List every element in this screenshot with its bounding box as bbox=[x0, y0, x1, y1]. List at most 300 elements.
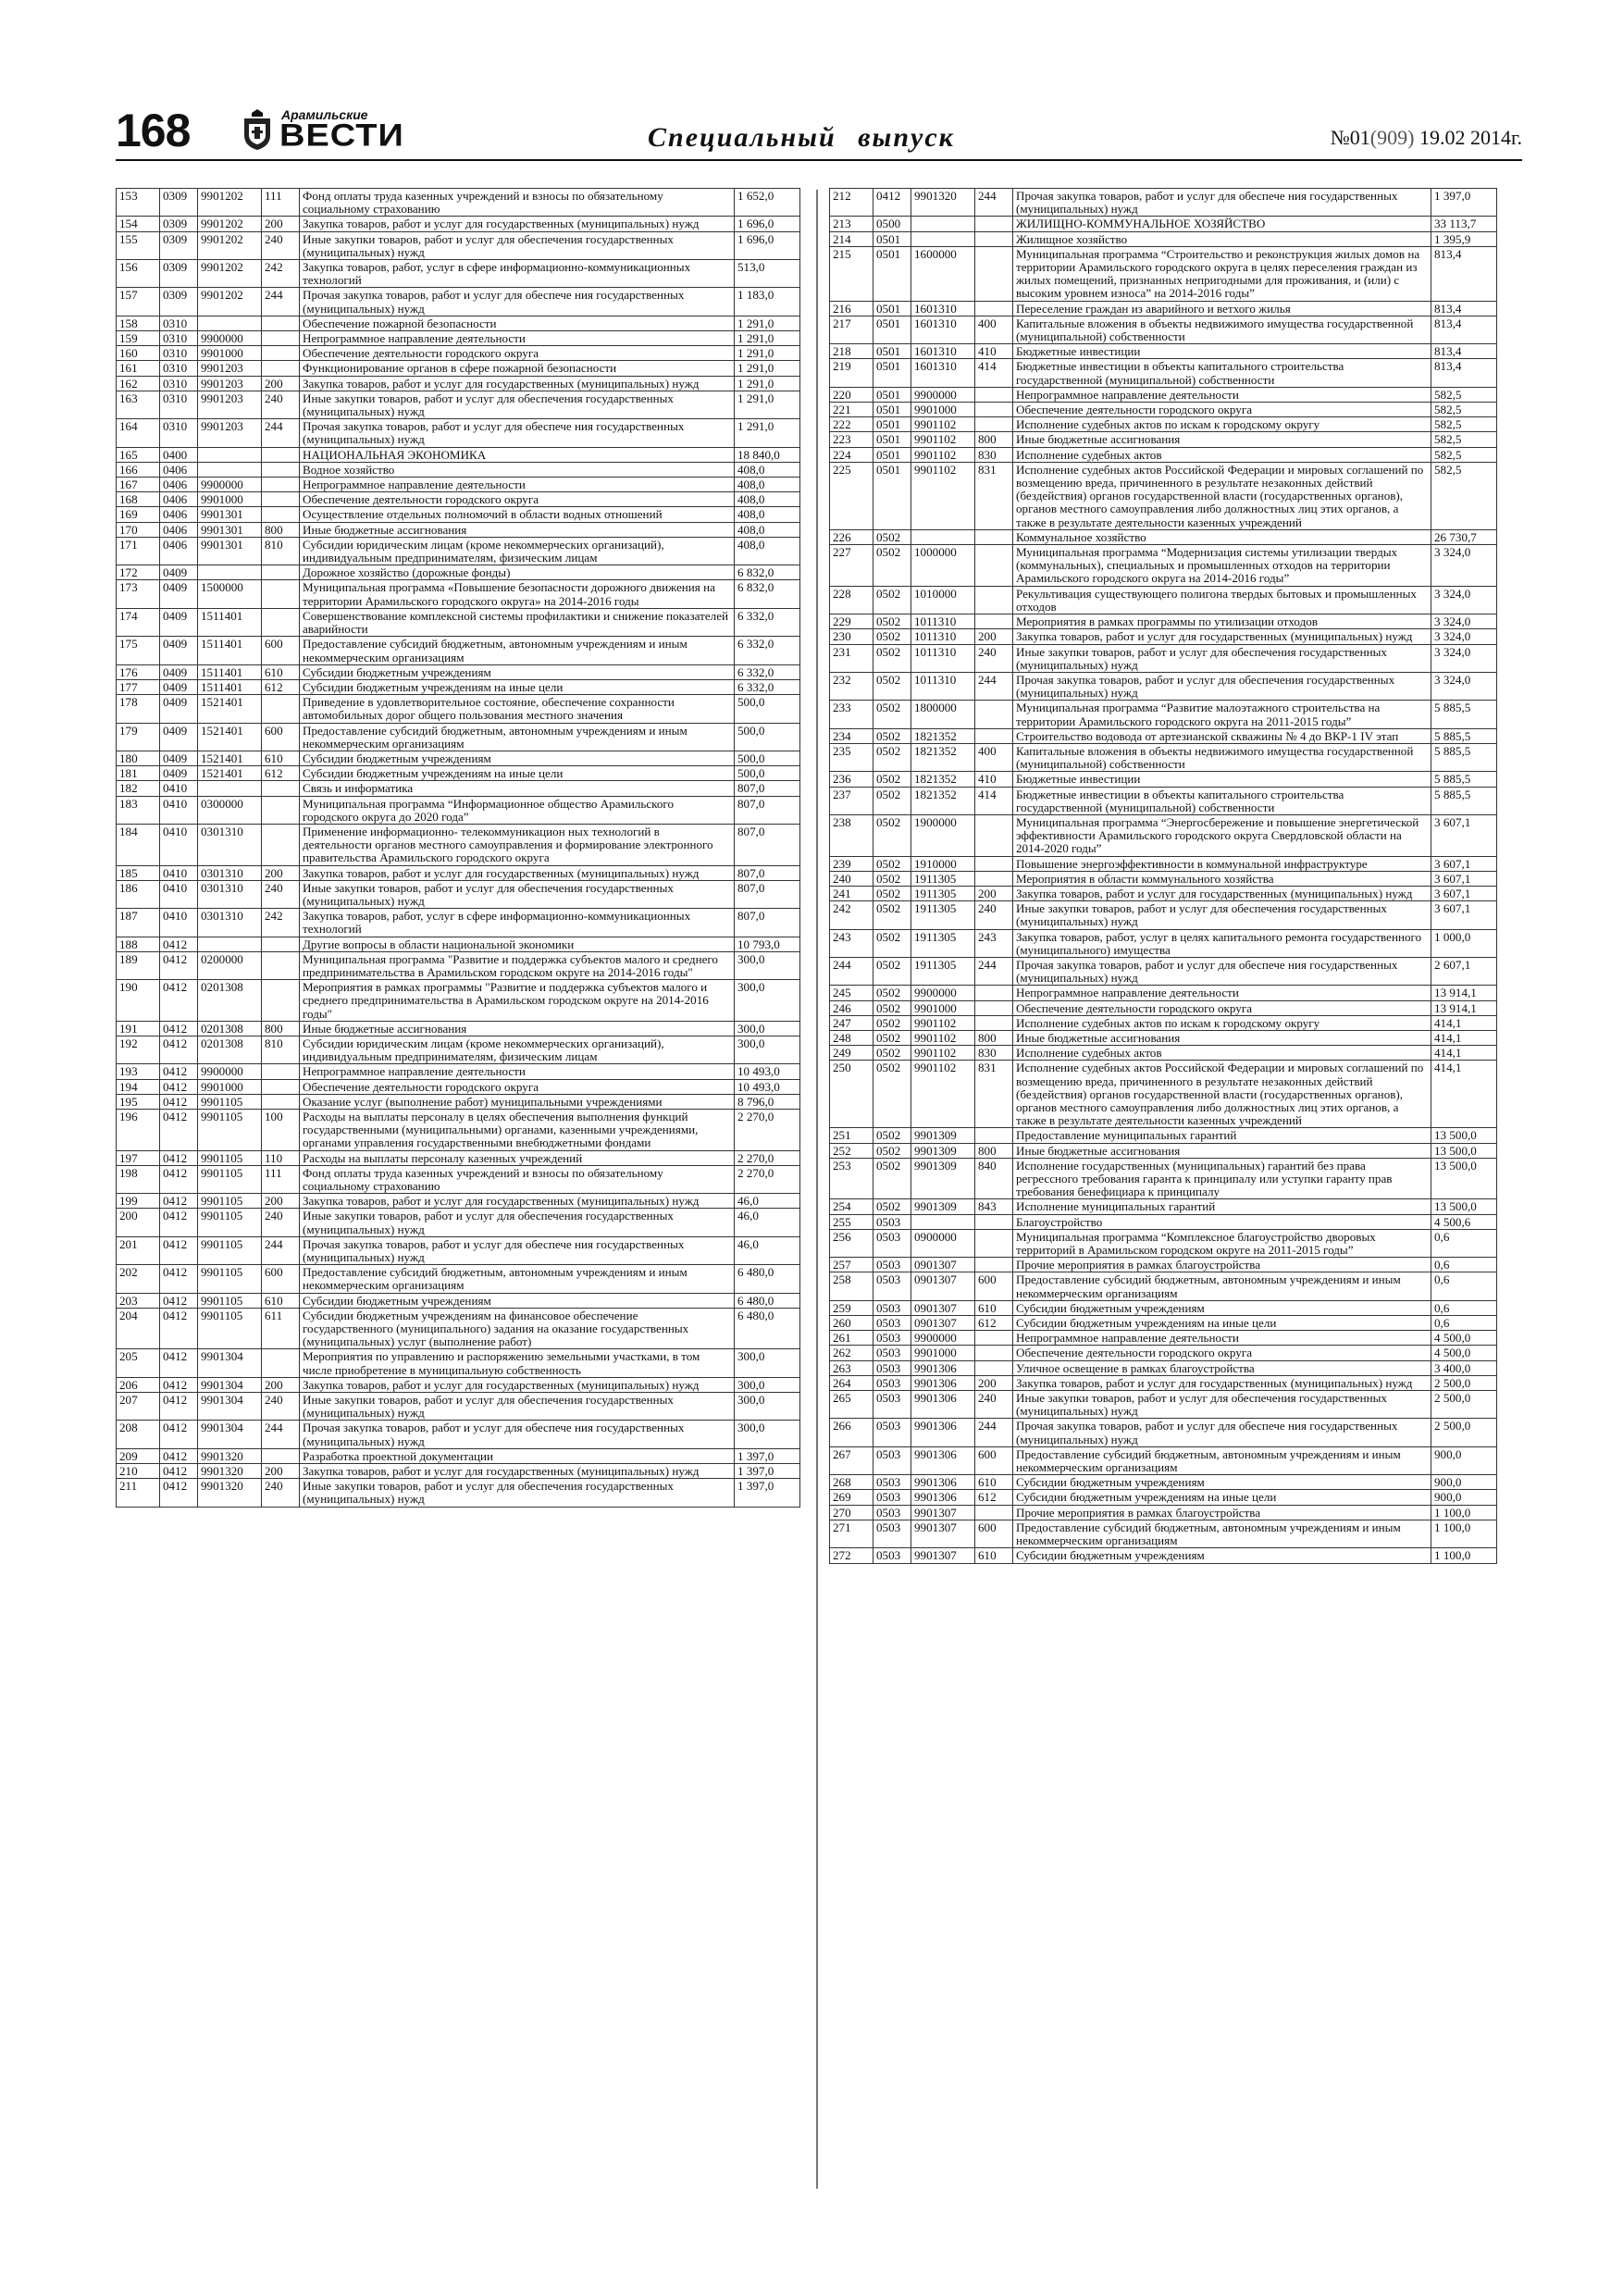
item-name: Благоустройство bbox=[1013, 1214, 1431, 1229]
row-number: 268 bbox=[830, 1475, 873, 1490]
section-code: 0412 bbox=[873, 189, 911, 217]
expense-type-code: 800 bbox=[262, 1021, 300, 1036]
item-name: Уличное освещение в рамках благоустройства bbox=[1013, 1360, 1431, 1375]
row-number: 208 bbox=[117, 1421, 160, 1448]
row-number: 171 bbox=[117, 537, 160, 565]
amount: 3 607,1 bbox=[1431, 871, 1497, 886]
table-row bbox=[830, 1061, 1497, 1128]
target-code: 9901306 bbox=[911, 1360, 975, 1375]
item-name: Непрограммное направление деятельности bbox=[1013, 1331, 1431, 1346]
table-row bbox=[117, 231, 800, 259]
amount: 2 500,0 bbox=[1431, 1375, 1497, 1390]
target-code: 9901309 bbox=[911, 1158, 975, 1199]
expense-type-code: 111 bbox=[262, 1165, 300, 1193]
section-code: 0502 bbox=[873, 1061, 911, 1128]
target-code: 9901102 bbox=[911, 1046, 975, 1061]
row-number: 211 bbox=[117, 1479, 160, 1507]
expense-type-code: 244 bbox=[262, 1421, 300, 1448]
expense-type-code: 600 bbox=[262, 723, 300, 751]
target-code: 9901105 bbox=[198, 1308, 262, 1349]
expense-type-code: 200 bbox=[262, 1464, 300, 1479]
table-row bbox=[830, 1346, 1497, 1360]
table-row bbox=[830, 1475, 1497, 1490]
expense-type-code bbox=[975, 545, 1013, 587]
amount: 813,4 bbox=[1431, 359, 1497, 387]
row-number: 200 bbox=[117, 1209, 160, 1236]
section-code: 0406 bbox=[160, 507, 198, 522]
target-code: 1601310 bbox=[911, 316, 975, 343]
row-number: 269 bbox=[830, 1490, 873, 1505]
amount: 300,0 bbox=[735, 1377, 800, 1392]
amount: 807,0 bbox=[735, 796, 800, 824]
row-number: 243 bbox=[830, 929, 873, 957]
row-number: 193 bbox=[117, 1064, 160, 1079]
section-code: 0503 bbox=[873, 1229, 911, 1257]
amount: 6 832,0 bbox=[735, 565, 800, 580]
row-number: 176 bbox=[117, 664, 160, 679]
section-code: 0502 bbox=[873, 1158, 911, 1199]
target-code: 9901320 bbox=[911, 189, 975, 217]
item-name: Исполнение судебных актов по искам к городскому округу bbox=[1013, 1015, 1431, 1030]
amount: 18 840,0 bbox=[735, 447, 800, 462]
table-row bbox=[117, 723, 800, 751]
amount: 500,0 bbox=[735, 695, 800, 723]
expense-type-code bbox=[975, 1128, 1013, 1143]
table-row bbox=[117, 1064, 800, 1079]
table-row bbox=[117, 376, 800, 391]
item-name: Субсидии юридическим лицам (кроме некоммерческих организаций), индивидуальным предпринимателям, физическим лицам bbox=[300, 537, 735, 565]
amount: 300,0 bbox=[735, 1349, 800, 1377]
expense-type-code: 200 bbox=[262, 1194, 300, 1209]
expense-type-code: 800 bbox=[975, 1030, 1013, 1045]
table-row bbox=[117, 1236, 800, 1264]
target-code: 9901000 bbox=[911, 1346, 975, 1360]
section-code: 0501 bbox=[873, 344, 911, 359]
row-number: 172 bbox=[117, 565, 160, 580]
section-code: 0503 bbox=[873, 1419, 911, 1446]
section-code: 0501 bbox=[873, 447, 911, 462]
expense-type-code bbox=[262, 580, 300, 608]
item-name: Прочая закупка товаров, работ и услуг для обеспече ния государственных (муниципальных) нужд bbox=[1013, 1419, 1431, 1446]
row-number: 220 bbox=[830, 387, 873, 402]
amount: 408,0 bbox=[735, 537, 800, 565]
table-row bbox=[830, 246, 1497, 301]
table-row bbox=[117, 1165, 800, 1193]
amount: 6 832,0 bbox=[735, 580, 800, 608]
row-number: 259 bbox=[830, 1300, 873, 1315]
row-number: 197 bbox=[117, 1150, 160, 1165]
amount: 582,5 bbox=[1431, 387, 1497, 402]
amount: 4 500,0 bbox=[1431, 1331, 1497, 1346]
expense-type-code: 830 bbox=[975, 1046, 1013, 1061]
table-row bbox=[830, 359, 1497, 387]
amount: 807,0 bbox=[735, 824, 800, 865]
item-name: Фонд оплаты труда казенных учреждений и взносы по обязательному социальному страхованию bbox=[300, 189, 735, 217]
section-code: 0412 bbox=[160, 1209, 198, 1236]
row-number: 239 bbox=[830, 856, 873, 871]
amount: 813,4 bbox=[1431, 301, 1497, 316]
row-number: 196 bbox=[117, 1110, 160, 1151]
row-number: 155 bbox=[117, 231, 160, 259]
item-name: Закупка товаров, работ и услуг для государственных (муниципальных) нужд bbox=[300, 217, 735, 231]
target-code: 9900000 bbox=[198, 1064, 262, 1079]
expense-type-code bbox=[262, 1349, 300, 1377]
expense-type-code: 610 bbox=[262, 751, 300, 765]
expense-type-code: 612 bbox=[262, 679, 300, 694]
row-number: 160 bbox=[117, 346, 160, 361]
row-number: 207 bbox=[117, 1393, 160, 1421]
amount: 0,6 bbox=[1431, 1229, 1497, 1257]
section-code: 0503 bbox=[873, 1548, 911, 1563]
table-row bbox=[117, 980, 800, 1022]
expense-type-code bbox=[975, 986, 1013, 1000]
item-name: Прочая закупка товаров, работ и услуг для обеспече ния государственных (муниципальных) нужд bbox=[300, 288, 735, 316]
expense-type-code: 830 bbox=[975, 447, 1013, 462]
row-number: 199 bbox=[117, 1194, 160, 1209]
expense-type-code bbox=[262, 316, 300, 330]
table-row bbox=[830, 432, 1497, 447]
item-name: Иные закупки товаров, работ и услуг для обеспечения государственных (муниципальных) нужд bbox=[300, 1209, 735, 1236]
table-row bbox=[830, 1419, 1497, 1446]
section-code: 0502 bbox=[873, 1199, 911, 1214]
table-row bbox=[830, 586, 1497, 614]
target-code: 0201308 bbox=[198, 1036, 262, 1063]
table-row bbox=[830, 1300, 1497, 1315]
row-number: 229 bbox=[830, 614, 873, 629]
target-code: 1521401 bbox=[198, 695, 262, 723]
row-number: 201 bbox=[117, 1236, 160, 1264]
item-name: Иные бюджетные ассигнования bbox=[300, 1021, 735, 1036]
section-code: 0410 bbox=[160, 909, 198, 937]
target-code: 9901309 bbox=[911, 1143, 975, 1158]
amount: 582,5 bbox=[1431, 403, 1497, 417]
section-code: 0503 bbox=[873, 1490, 911, 1505]
expense-type-code bbox=[975, 1015, 1013, 1030]
table-row bbox=[117, 1349, 800, 1377]
amount: 3 324,0 bbox=[1431, 614, 1497, 629]
issue-number: №01 bbox=[1330, 126, 1370, 149]
amount: 4 500,0 bbox=[1431, 1346, 1497, 1360]
table-row bbox=[117, 880, 800, 908]
page-number: 168 bbox=[116, 105, 191, 156]
table-row bbox=[117, 260, 800, 288]
table-row bbox=[117, 361, 800, 376]
item-name: Приведение в удовлетворительное состояние, обеспечение сохранности автомобильных дорог общего пользования местного значения bbox=[300, 695, 735, 723]
table-row bbox=[117, 189, 800, 217]
item-name: Прочая закупка товаров, работ и услуг для обеспече ния государственных (муниципальных) нужд bbox=[300, 1421, 735, 1448]
expense-type-code bbox=[262, 462, 300, 477]
item-name: НАЦИОНАЛЬНАЯ ЭКОНОМИКА bbox=[300, 447, 735, 462]
item-name: Закупка товаров, работ и услуг для государственных (муниципальных) нужд bbox=[300, 1464, 735, 1479]
expense-type-code bbox=[262, 951, 300, 979]
expense-type-code bbox=[262, 331, 300, 346]
expense-type-code bbox=[975, 1229, 1013, 1257]
table-row bbox=[830, 1258, 1497, 1272]
item-name: Иные закупки товаров, работ и услуг для обеспечения государственных (муниципальных) нужд bbox=[300, 1393, 735, 1421]
page-header bbox=[116, 102, 1522, 159]
amount: 6 480,0 bbox=[735, 1308, 800, 1349]
section-code: 0502 bbox=[873, 629, 911, 644]
section-code: 0309 bbox=[160, 288, 198, 316]
target-code: 1601310 bbox=[911, 344, 975, 359]
expense-type-code bbox=[975, 814, 1013, 856]
expense-type-code: 800 bbox=[262, 522, 300, 537]
row-number: 244 bbox=[830, 957, 873, 985]
section-code: 0406 bbox=[160, 478, 198, 492]
section-code: 0410 bbox=[160, 796, 198, 824]
target-code: 1800000 bbox=[911, 701, 975, 728]
table-row bbox=[117, 447, 800, 462]
item-name: Закупка товаров, работ и услуг для государственных (муниципальных) нужд bbox=[300, 1377, 735, 1392]
row-number: 231 bbox=[830, 644, 873, 672]
target-code: 1511401 bbox=[198, 608, 262, 636]
item-name: Субсидии бюджетным учреждениям на иные цели bbox=[300, 766, 735, 781]
item-name: Субсидии бюджетным учреждениям на финансовое обеспечение государственного (муниципального) задания на оказание государственных (муниципальных) услуг (выполнение работ) bbox=[300, 1308, 735, 1349]
row-number: 182 bbox=[117, 781, 160, 796]
section-code: 0406 bbox=[160, 492, 198, 507]
section-code: 0502 bbox=[873, 901, 911, 929]
item-name: Субсидии бюджетным учреждениям на иные цели bbox=[1013, 1490, 1431, 1505]
amount: 46,0 bbox=[735, 1194, 800, 1209]
item-name: Закупка товаров, работ, услуг в сфере информационно-коммуникационных технологий bbox=[300, 260, 735, 288]
row-number: 235 bbox=[830, 743, 873, 771]
target-code: 9901102 bbox=[911, 1015, 975, 1030]
section-code: 0503 bbox=[873, 1300, 911, 1315]
amount: 13 500,0 bbox=[1431, 1143, 1497, 1158]
item-name: Функционирование органов в сфере пожарной безопасности bbox=[300, 361, 735, 376]
item-name: Субсидии юридическим лицам (кроме некоммерческих организаций), индивидуальным предпринимателям, физическим лицам bbox=[300, 1036, 735, 1063]
table-row bbox=[117, 1421, 800, 1448]
section-code: 0503 bbox=[873, 1446, 911, 1474]
table-row bbox=[830, 301, 1497, 316]
amount: 807,0 bbox=[735, 781, 800, 796]
row-number: 225 bbox=[830, 462, 873, 529]
section-code: 0412 bbox=[160, 1036, 198, 1063]
row-number: 212 bbox=[830, 189, 873, 217]
target-code: 0901307 bbox=[911, 1258, 975, 1272]
amount: 582,5 bbox=[1431, 417, 1497, 432]
item-name: Капитальные вложения в объекты недвижимого имущества государственной (муниципальной) собственности bbox=[1013, 743, 1431, 771]
amount: 1 291,0 bbox=[735, 316, 800, 330]
row-number: 222 bbox=[830, 417, 873, 432]
target-code: 9901309 bbox=[911, 1128, 975, 1143]
target-code: 9901202 bbox=[198, 189, 262, 217]
section-code: 0503 bbox=[873, 1272, 911, 1300]
row-number: 251 bbox=[830, 1128, 873, 1143]
row-number: 205 bbox=[117, 1349, 160, 1377]
section-code: 0412 bbox=[160, 1236, 198, 1264]
item-name: Фонд оплаты труда казенных учреждений и взносы по обязательному социальному страхованию bbox=[300, 1165, 735, 1193]
amount: 900,0 bbox=[1431, 1475, 1497, 1490]
table-row bbox=[117, 1110, 800, 1151]
item-name: Муниципальная программа “Развитие малоэтажного строительства на территории Арамильского городского округа на 2011-2015 годы” bbox=[1013, 701, 1431, 728]
table-row bbox=[117, 1150, 800, 1165]
item-name: Муниципальная программа “Информационное общество Арамильского городского округа до 2020 года” bbox=[300, 796, 735, 824]
target-code: 0301310 bbox=[198, 880, 262, 908]
target-code bbox=[911, 217, 975, 231]
expense-type-code: 800 bbox=[975, 1143, 1013, 1158]
expense-type-code bbox=[975, 1505, 1013, 1520]
table-row bbox=[117, 937, 800, 951]
row-number: 167 bbox=[117, 478, 160, 492]
table-row bbox=[830, 344, 1497, 359]
section-code: 0409 bbox=[160, 695, 198, 723]
item-name: Применение информационно- телекоммуникацион ных технологий в деятельности органов местного самоуправления и формирование электронного правительства Арамильского городского округа bbox=[300, 824, 735, 865]
expense-type-code: 110 bbox=[262, 1150, 300, 1165]
target-code: 9901105 bbox=[198, 1150, 262, 1165]
section-code: 0502 bbox=[873, 701, 911, 728]
item-name: Совершенствование комплексной системы профилактики и снижение показателей аварийности bbox=[300, 608, 735, 636]
row-number: 154 bbox=[117, 217, 160, 231]
target-code: 1821352 bbox=[911, 772, 975, 787]
section-code: 0502 bbox=[873, 1046, 911, 1061]
row-number: 224 bbox=[830, 447, 873, 462]
item-name: Мероприятия в рамках программы "Развитие и поддержка субъектов малого и среднего предпринимательства в Арамильском городском округе на 2014-2016 годы" bbox=[300, 980, 735, 1022]
issue-date: 19.02 2014г. bbox=[1419, 126, 1522, 149]
item-name: Непрограммное направление деятельности bbox=[1013, 387, 1431, 402]
item-name: Предоставление субсидий бюджетным, автономным учреждениям и иным некоммерческим организациям bbox=[300, 637, 735, 664]
expense-type-code: 240 bbox=[975, 1391, 1013, 1419]
item-name: Закупка товаров, работ и услуг для государственных (муниципальных) нужд bbox=[1013, 886, 1431, 900]
target-code: 1911305 bbox=[911, 901, 975, 929]
target-code: 1601310 bbox=[911, 301, 975, 316]
table-row bbox=[117, 909, 800, 937]
amount: 1 291,0 bbox=[735, 419, 800, 447]
target-code: 1600000 bbox=[911, 246, 975, 301]
amount: 500,0 bbox=[735, 766, 800, 781]
item-name: Прочие мероприятия в рамках благоустройства bbox=[1013, 1505, 1431, 1520]
expense-type-code bbox=[975, 301, 1013, 316]
table-row bbox=[830, 871, 1497, 886]
section-code: 0406 bbox=[160, 522, 198, 537]
amount: 6 332,0 bbox=[735, 679, 800, 694]
target-code: 9901000 bbox=[911, 1000, 975, 1015]
expense-type-code: 242 bbox=[262, 909, 300, 937]
target-code: 1011310 bbox=[911, 629, 975, 644]
target-code: 9901203 bbox=[198, 419, 262, 447]
row-number: 209 bbox=[117, 1448, 160, 1463]
item-name: Муниципальная программа “Строительство и реконструкция жилых домов на территории Арамильского городского округа в целях переселения граждан из жилых помещений, признанных непригодными для проживания, и (или) с высоким уровнем износа” на 2014-2016 годы” bbox=[1013, 246, 1431, 301]
table-row bbox=[117, 522, 800, 537]
target-code: 0901307 bbox=[911, 1272, 975, 1300]
section-code: 0412 bbox=[160, 1308, 198, 1349]
amount: 5 885,5 bbox=[1431, 772, 1497, 787]
section-code: 0409 bbox=[160, 723, 198, 751]
section-code: 0412 bbox=[160, 1064, 198, 1079]
row-number: 246 bbox=[830, 1000, 873, 1015]
target-code: 9901105 bbox=[198, 1265, 262, 1293]
section-code: 0502 bbox=[873, 787, 911, 814]
expense-type-code: 810 bbox=[262, 537, 300, 565]
item-name: Обеспечение деятельности городского округа bbox=[1013, 403, 1431, 417]
table-row bbox=[830, 1229, 1497, 1257]
table-row bbox=[117, 478, 800, 492]
target-code bbox=[198, 937, 262, 951]
expense-type-code bbox=[975, 728, 1013, 743]
expense-type-code: 240 bbox=[262, 231, 300, 259]
section-code: 0502 bbox=[873, 1015, 911, 1030]
newspaper-logo bbox=[241, 105, 416, 157]
budget-table-left-body bbox=[117, 189, 800, 1508]
table-row bbox=[117, 1479, 800, 1507]
section-code: 0503 bbox=[873, 1214, 911, 1229]
section-code: 0501 bbox=[873, 387, 911, 402]
row-number: 177 bbox=[117, 679, 160, 694]
expense-type-code: 200 bbox=[262, 376, 300, 391]
row-number: 240 bbox=[830, 871, 873, 886]
expense-type-code: 200 bbox=[975, 886, 1013, 900]
expense-type-code bbox=[262, 695, 300, 723]
section-code: 0502 bbox=[873, 672, 911, 700]
item-name: Прочая закупка товаров, работ и услуг для обеспече ния государственных (муниципальных) нужд bbox=[1013, 189, 1431, 217]
item-name: Мероприятия в области коммунального хозяйства bbox=[1013, 871, 1431, 886]
table-row bbox=[117, 1265, 800, 1293]
table-row bbox=[830, 447, 1497, 462]
section-code: 0412 bbox=[160, 1464, 198, 1479]
amount: 10 493,0 bbox=[735, 1064, 800, 1079]
table-row bbox=[830, 387, 1497, 402]
target-code: 1010000 bbox=[911, 586, 975, 614]
section-code: 0309 bbox=[160, 260, 198, 288]
section-code: 0412 bbox=[160, 1079, 198, 1094]
item-name: Бюджетные инвестиции bbox=[1013, 344, 1431, 359]
section-code: 0503 bbox=[873, 1346, 911, 1360]
table-row bbox=[830, 403, 1497, 417]
table-row bbox=[117, 507, 800, 522]
item-name: Исполнение судебных актов Российской Федерации и мировых соглашений по возмещению вреда, причиненного в результате незаконных действий (бездействия) органов государственной власти (государственных органов), органов местного самоуправления либо должностных лиц этих органов, а также в результате деятельности казенных учреждений bbox=[1013, 1061, 1431, 1128]
table-row bbox=[117, 664, 800, 679]
item-name: Закупка товаров, работ и услуг для государственных (муниципальных) нужд bbox=[1013, 1375, 1431, 1390]
item-name: Непрограммное направление деятельности bbox=[300, 478, 735, 492]
item-name: Субсидии бюджетным учреждениям bbox=[300, 1293, 735, 1308]
item-name: Повышение энергоэффективности в коммунальной инфраструктуре bbox=[1013, 856, 1431, 871]
section-code: 0412 bbox=[160, 1094, 198, 1109]
row-number: 242 bbox=[830, 901, 873, 929]
expense-type-code bbox=[975, 1331, 1013, 1346]
amount: 3 324,0 bbox=[1431, 629, 1497, 644]
item-name: Оказание услуг (выполнение работ) муниципальными учреждениями bbox=[300, 1094, 735, 1109]
row-number: 204 bbox=[117, 1308, 160, 1349]
target-code: 1601310 bbox=[911, 359, 975, 387]
expense-type-code: 400 bbox=[975, 316, 1013, 343]
row-number: 272 bbox=[830, 1548, 873, 1563]
expense-type-code: 414 bbox=[975, 359, 1013, 387]
table-row bbox=[117, 781, 800, 796]
table-row bbox=[117, 1021, 800, 1036]
target-code: 1911305 bbox=[911, 929, 975, 957]
section-code: 0412 bbox=[160, 1165, 198, 1193]
expense-type-code: 612 bbox=[975, 1316, 1013, 1331]
issue-total-number: (909) bbox=[1369, 126, 1415, 149]
target-code: 9900000 bbox=[911, 387, 975, 402]
row-number: 179 bbox=[117, 723, 160, 751]
row-number: 234 bbox=[830, 728, 873, 743]
item-name: Предоставление субсидий бюджетным, автономным учреждениям и иным некоммерческим организациям bbox=[300, 1265, 735, 1293]
expense-type-code bbox=[975, 1258, 1013, 1272]
row-number: 255 bbox=[830, 1214, 873, 1229]
amount: 1 183,0 bbox=[735, 288, 800, 316]
item-name: Предоставление субсидий бюджетным, автономным учреждениям и иным некоммерческим организациям bbox=[1013, 1446, 1431, 1474]
expense-type-code bbox=[262, 565, 300, 580]
item-name: Иные закупки товаров, работ и услуг для обеспечения государственных (муниципальных) нужд bbox=[1013, 901, 1431, 929]
section-code: 0502 bbox=[873, 614, 911, 629]
section-code: 0501 bbox=[873, 316, 911, 343]
row-number: 271 bbox=[830, 1520, 873, 1547]
section-code: 0502 bbox=[873, 929, 911, 957]
row-number: 236 bbox=[830, 772, 873, 787]
table-row bbox=[830, 1490, 1497, 1505]
expense-type-code bbox=[975, 1346, 1013, 1360]
